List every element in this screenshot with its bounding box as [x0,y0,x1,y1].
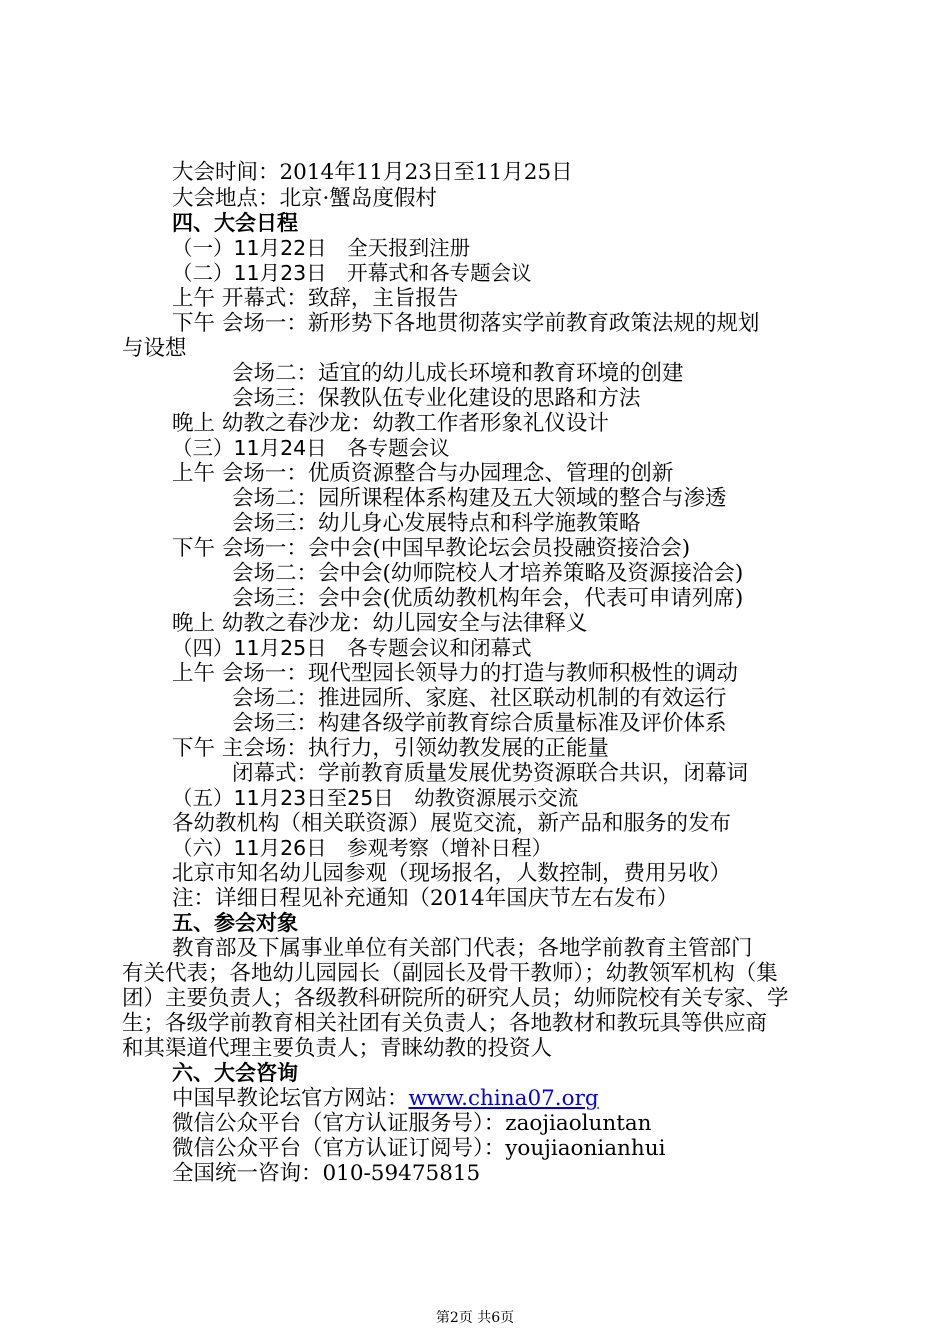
day-heading-4: （四）11月25日 各专题会议和闭幕式 [172,636,532,660]
phone-line: 全国统一咨询：010-59475815 [172,1161,481,1186]
attendees-paragraph: 有关代表；各地幼儿园园长（副园长及骨干教师）；幼教领军机构（集 [122,961,778,986]
schedule-item: 北京市知名幼儿园参观（现场报名，人数控制，费用另收） [172,861,732,886]
date-line: 大会时间：2014年11月23日至11月25日 [172,160,573,185]
schedule-item: 各幼教机构（相关联资源）展览交流，新产品和服务的发布 [172,811,732,836]
attendees-paragraph: 团）主要负责人；各级教科研院所的研究人员；幼师院校有关专家、学 [122,986,789,1011]
wechat-service-line: 微信公众平台（官方认证服务号）：zaojiaoluntan [172,1111,652,1136]
section-heading-attendees: 五、参会对象 [172,911,298,935]
day-heading-2: （二）11月23日 开幕式和各专题会议 [172,261,532,285]
schedule-item: 会场二：会中会(幼师院校人才培养策略及资源接洽会) [232,561,744,586]
schedule-item: 晚上 幼教之春沙龙：幼教工作者形象礼仪设计 [172,411,609,436]
schedule-note: 注：详细日程见补充通知（2014年国庆节左右发布） [172,886,679,911]
schedule-item: 会场三：构建各级学前教育综合质量标准及评价体系 [232,711,727,736]
website-label: 中国早教论坛官方网站： [172,1086,409,1111]
venue-line: 大会地点：北京·蟹岛度假村 [172,186,437,211]
day-heading-1: （一）11月22日 全天报到注册 [172,236,471,260]
schedule-item: 上午 会场一：优质资源整合与办园理念、管理的创新 [172,461,674,486]
day-heading-3: （三）11月24日 各专题会议 [172,436,450,460]
schedule-item: 会场三：会中会(优质幼教机构年会，代表可申请列席) [232,586,744,611]
attendees-paragraph: 生；各级学前教育相关社团有关负责人；各地教材和教玩具等供应商 [122,1011,768,1036]
section-heading-consult: 六、大会咨询 [172,1061,298,1085]
attendees-paragraph: 和其渠道代理主要负责人；青睐幼教的投资人 [122,1036,553,1061]
wechat-subscription-line: 微信公众平台（官方认证订阅号）：youjiaonianhui [172,1136,666,1161]
schedule-item: 下午 会场一：会中会(中国早教论坛会员投融资接洽会) [172,536,691,561]
schedule-item: 会场三：幼儿身心发展特点和科学施教策略 [232,511,641,536]
schedule-item: 会场二：园所课程体系构建及五大领域的整合与渗透 [232,486,727,511]
day-heading-6: （六）11月26日 参观考察（增补日程） [172,836,553,860]
website-line [172,1086,599,1111]
schedule-item: 晚上 幼教之春沙龙：幼儿园安全与法律释义 [172,611,588,636]
day-heading-5: （五）11月23日至25日 幼教资源展示交流 [172,786,579,810]
schedule-item: 上午 会场一：现代型园长领导力的打造与教师积极性的调动 [172,661,738,686]
schedule-item: 下午 会场一：新形势下各地贯彻落实学前教育政策法规的规划 [172,311,760,336]
schedule-item: 下午 主会场：执行力，引领幼教发展的正能量 [172,736,609,761]
schedule-item: 闭幕式：学前教育质量发展优势资源联合共识，闭幕词 [232,761,749,786]
section-heading-schedule: 四、大会日程 [172,211,298,235]
website-link[interactable]: www.china07.org [408,1086,599,1111]
schedule-item: 会场二：推进园所、家庭、社区联动机制的有效运行 [232,686,727,711]
schedule-item: 会场二：适宜的幼儿成长环境和教育环境的创建 [232,361,684,386]
schedule-item: 会场三：保教队伍专业化建设的思路和方法 [232,386,641,411]
schedule-item-continuation: 与设想 [122,336,187,361]
page-footer: 第2页 共6页 [435,1310,515,1326]
schedule-item: 上午 开幕式：致辞，主旨报告 [172,286,459,311]
attendees-paragraph: 教育部及下属事业单位有关部门代表；各地学前教育主管部门 [172,936,753,961]
